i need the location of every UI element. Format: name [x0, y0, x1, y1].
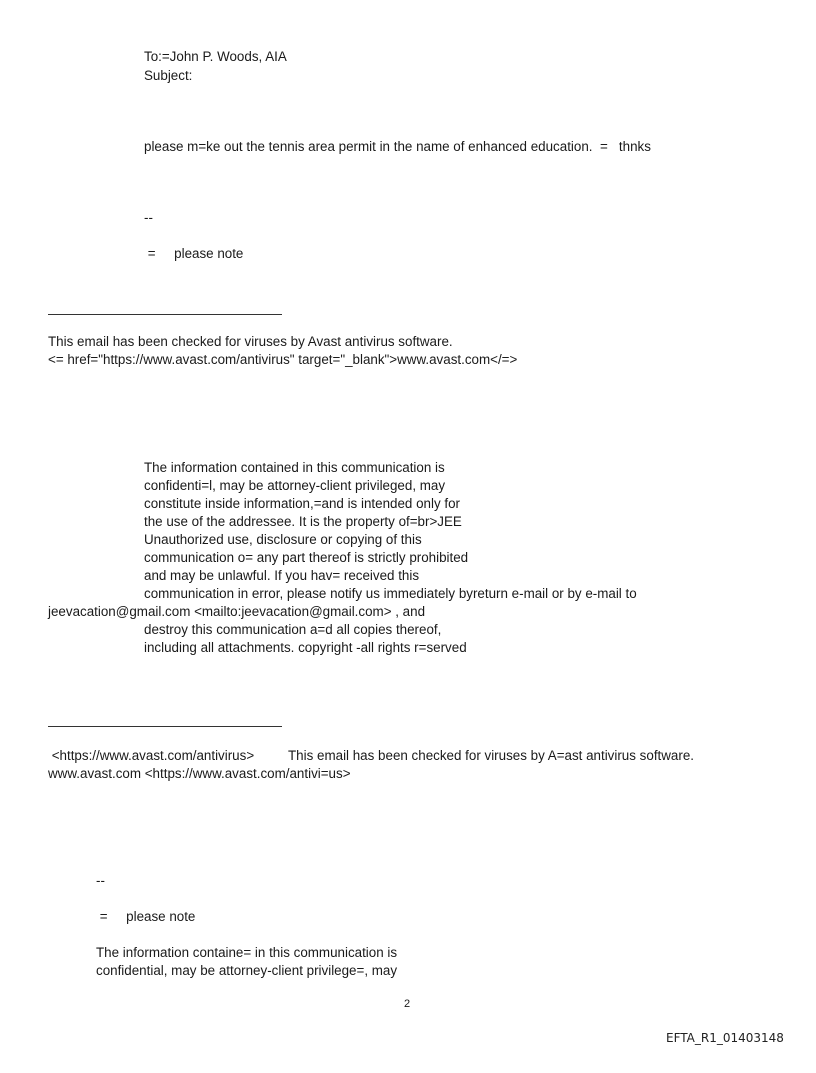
page-number: 2	[404, 998, 411, 1010]
subject-line: Subject:	[144, 68, 193, 83]
disclaimer-line: and may be unlawful. If you hav= received this	[144, 568, 420, 583]
disclaimer-line: confidenti=l, may be attorney-client privileged, may	[144, 478, 446, 493]
avast-antivirus-link[interactable]: <https://www.avast.com/antivirus>	[48, 748, 255, 763]
signature-dashes: --	[144, 210, 153, 225]
avast-notice: This email has been checked for viruses by Avast antivirus software.	[48, 334, 453, 349]
avast-url-line[interactable]: www.avast.com <https://www.avast.com/antivi=us>	[48, 766, 351, 781]
signature-dashes: --	[96, 873, 105, 888]
disclaimer-line: The information containe= in this communication is	[96, 945, 398, 960]
disclaimer-line: including all attachments. copyright -all rights r=served	[144, 640, 467, 655]
avast-link-markup: <= href="https://www.avast.com/antivirus" target="_blank">www.avast.com</=>	[48, 352, 518, 367]
divider-rule	[48, 314, 282, 315]
signature-note: = please note	[96, 909, 196, 924]
avast-notice: This email has been checked for viruses by A=ast antivirus software.	[288, 748, 695, 763]
disclaimer-line: confidential, may be attorney-client privilege=, may	[96, 963, 398, 978]
divider-rule	[48, 726, 282, 727]
disclaimer-line: communication o= any part thereof is strictly prohibited	[144, 550, 469, 565]
disclaimer-line: communication in error, please notify us immediately byreturn e-mail or by e-mail to	[144, 586, 637, 601]
to-line: To:=John P. Woods, AIA	[144, 49, 287, 64]
disclaimer-line: The information contained in this communication is	[144, 460, 445, 475]
disclaimer-line: the use of the addressee. It is the property of=br>JEE	[144, 514, 462, 529]
disclaimer-line: constitute inside information,=and is intended only for	[144, 496, 460, 511]
signature-note: = please note	[144, 246, 244, 261]
document-id: EFTA_R1_01403148	[666, 1031, 784, 1045]
message-body: please m=ke out the tennis area permit in the name of enhanced education. = thnks	[144, 139, 651, 154]
disclaimer-line: destroy this communication a=d all copies thereof,	[144, 622, 442, 637]
disclaimer-email-line: jeevacation@gmail.com <mailto:jeevacation@gmail.com> , and	[48, 604, 426, 619]
disclaimer-line: Unauthorized use, disclosure or copying of this	[144, 532, 422, 547]
